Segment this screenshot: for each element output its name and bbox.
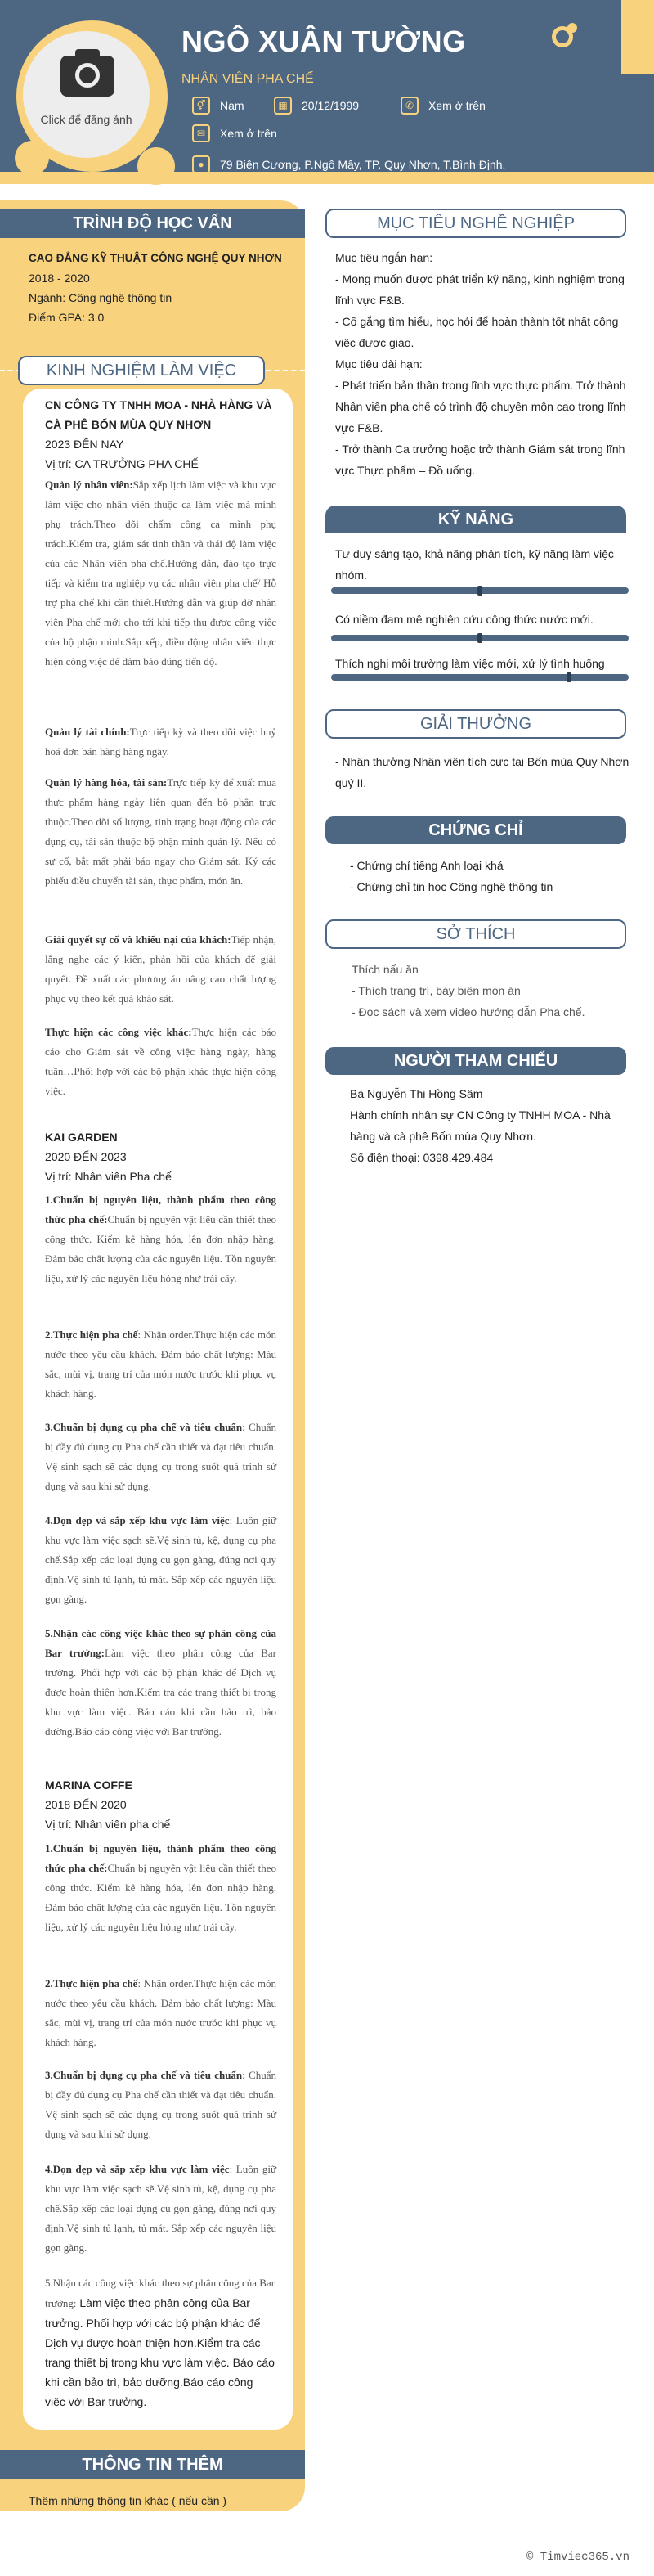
references-title: NGƯỜI THAM CHIẾU [325, 1047, 626, 1075]
job1-duty-complaints: Giải quyết sự cố và khiếu nại của khách:Tiếp nhận, lắng nghe các ý kiến, phản hồi của khách để giải quyết. Đề xuất các phương án nâng cao chất lượng phục vụ theo kết quả khảo sát. [45, 933, 276, 1005]
skill-label: Có niềm đam mê nghiên cứu công thức nước mới. [335, 613, 594, 626]
job2-position: Vị trí: Nhân viên Pha chế [45, 1170, 172, 1183]
email-value: Xem ở trên [220, 127, 277, 140]
job3-duty-1: 1.Chuẩn bị nguyên liệu, thành phẩm theo công thức pha chế:Chuẩn bị nguyên vật liệu cần thiết theo công thức. Kiểm kê hàng hóa, lên đơn nhập hàng. Đảm bảo chất lượng của các nguyên liệu. Tồn nguyên liệu, xử lý các nguyên liệu hỏng như trái cây. [45, 1842, 276, 1933]
certificates-list [350, 855, 644, 897]
job1-duty-assets: Quản lý hàng hóa, tài sản:Trực tiếp kỳ để xuất mua thực phẩm hàng ngày liên quan đến bộ phận trực thuộc.Theo dõi số lượng, tình trạng hoạt động của các dụng cụ, tài sản thuộc bộ phận mình quản lý. Nếu có sự cố, bắt mất phải báo ngay cho Giám sát. Ký các phiếu điều chuyển tài sản, thực phẩm, món ăn. [45, 776, 277, 887]
header-yellow-block [621, 0, 654, 74]
hobby-item: - Thích trang trí, bày biện món ăn [352, 984, 521, 997]
deco-circle-right [137, 147, 175, 185]
job3-duty-3: 3.Chuẩn bị dụng cụ pha chế và tiêu chuẩn: Chuẩn bị đầy đủ dụng cụ Pha chế cần thiết và đạt tiêu chuẩn. Vệ sinh sạch sẽ các dụng cụ trong suốt quá trình sử dụng và sau khi sử dụng. [45, 2069, 276, 2140]
mail-icon: ✉ [192, 124, 210, 142]
dob-value: 20/12/1999 [302, 99, 360, 112]
avatar-caption: Click để đăng ảnh [40, 113, 132, 126]
more-info-text: Thêm những thông tin khác ( nếu cần ) [29, 2494, 227, 2507]
skills-title: KỸ NĂNG [325, 506, 626, 533]
education-major: Ngành: Công nghệ thông tin [29, 291, 172, 304]
deco-circle-small [567, 23, 577, 33]
certificate-item: - Chứng chỉ tin học Công nghệ thông tin [350, 880, 553, 893]
objective-line: vực Thực phẩm – Đồ uống. [335, 464, 476, 477]
job2-duty-4: 4.Dọn dẹp và sắp xếp khu vực làm việc: Luôn giữ khu vực làm việc sạch sẽ.Vệ sinh tủ, kệ, dụng cụ pha chế.Sắp xếp các loại dụng cụ gọn gàng, đúng nơi quy định.Vệ sinh tủ lạnh, tủ mát. Sắp xếp các nguyên liệu gọn gàng. [45, 1514, 276, 1605]
job2-duty-5: 5.Nhận các công việc khác theo sự phân công của Bar trưởng:Làm việc theo phân công của Bar trưởng. Phối hợp với các bộ phận khác để Dịch vụ được hoàn thiện hơn.Kiểm tra các trang thiết bị trong khu vực làm việc. Báo cáo khi cần bảo trì, bảo dưỡng.Báo cáo công việc với Bar trưởng. [45, 1627, 276, 1738]
reference-phone: Số điện thoại: 0398.429.484 [350, 1151, 494, 1164]
gender-row [192, 97, 244, 115]
objective-text [335, 247, 629, 481]
calendar-icon: ▦ [274, 97, 292, 115]
avatar[interactable] [23, 31, 150, 158]
email-row [192, 124, 277, 142]
objective-line: vực F&B. [335, 421, 383, 434]
job3-duty-5: 5.Nhận các công việc khác theo sự phân công của Bar trưởng: Làm việc theo phân công của Bar trưởng. Phối hợp với các bộ phận khác để Dịch vụ được hoàn thiện hơn.Kiểm tra các trang thiết bị trong khu vực làm việc. Báo cáo khi cần bảo trì, bảo dưỡng.Báo cáo công việc với Bar trưởng. [45, 2277, 275, 2408]
phone-value: Xem ở trên [428, 99, 486, 112]
job1-position: Vị trí: CA TRƯỞNG PHA CHẾ [45, 457, 199, 470]
skill-bar [331, 674, 629, 681]
experience-title: KINH NGHIỆM LÀM VIỆC [18, 356, 265, 385]
job3-duty-2: 2.Thực hiện pha chế: Nhận order.Thực hiện các món nước theo yêu cầu khách. Đảm bảo chất lượng: Màu sắc, mùi vị, trang trí của món nước trước khi phục vụ khách hàng. [45, 1977, 276, 2048]
job1-duty-staff: Quản lý nhân viên:Sắp xếp lịch làm việc và khu vực làm việc cho nhân viên thuộc ca làm việc mà mình phụ trách.Theo dõi chấm công ca mình phụ trách.Kiểm tra, giám sát tinh thần và thái độ làm việc của các Nhân viên pha chế.Hướng dẫn, đào tạo trực tiếp và kiểm tra nghiệp vụ các nhân viên pha chế/ Hỗ trợ pha chế khi cần thiết.Hướng dẫn và giúp đỡ nhân viên Pha chế mới cho tới khi tiếp thu được công việc của bộ phận mình.Sắp xếp, điều động nhân viên thực hiện công việc để đảm bảo đúng tiến độ. [45, 479, 276, 668]
job3-position: Vị trí: Nhân viên pha chế [45, 1818, 171, 1831]
job2-period: 2020 ĐẾN 2023 [45, 1150, 127, 1163]
objective-line: - Phát triển bản thân trong lĩnh vực thực phẩm. Trở thành [335, 379, 626, 392]
skill-bar [331, 587, 629, 594]
job1-duty-finance: Quản lý tài chính:Trực tiếp kỳ và theo dõi việc huỷ hoá đơn bán hàng hàng ngày. [45, 726, 276, 758]
user-icon: ● [192, 155, 210, 173]
candidate-role: NHÂN VIÊN PHA CHẾ [181, 72, 314, 86]
camera-icon [60, 56, 114, 97]
objective-line: việc được giao. [335, 336, 414, 349]
skill-bar [331, 635, 629, 641]
candidate-name: NGÔ XUÂN TƯỜNG [181, 25, 466, 58]
job1-company-line2: CÀ PHÊ BỐN MÙA QUY NHƠN [45, 418, 212, 431]
education-title: TRÌNH ĐỘ HỌC VẤN [0, 209, 305, 238]
address-row [192, 155, 505, 173]
objective-line: - Mong muốn được phát triển kỹ năng, kinh nghiệm trong [335, 272, 625, 285]
job1-period: 2023 ĐẾN NAY [45, 438, 124, 451]
references-text [350, 1083, 632, 1168]
more-info-title: THÔNG TIN THÊM [0, 2450, 305, 2479]
job2-duty-2: 2.Thực hiện pha chế: Nhận order.Thực hiện các món nước theo yêu cầu khách. Đảm bảo chất lượng: Màu sắc, mùi vị, trang trí của món nước trước khi phục vụ khách hàng. [45, 1328, 276, 1400]
objective-line: Mục tiêu ngắn hạn: [335, 251, 433, 264]
awards-title: GIẢI THƯỞNG [325, 709, 626, 739]
hobby-item: - Đọc sách và xem video hướng dẫn Pha chế. [352, 1005, 585, 1018]
divider-right [266, 370, 305, 371]
skill-label: Thích nghi môi trường làm việc mới, xử lý tình huống [335, 657, 605, 670]
gender-value: Nam [220, 99, 244, 112]
footer-watermark: © Timviec365.vn [526, 2551, 629, 2564]
reference-org: Hành chính nhân sự CN Công ty TNHH MOA - Nhà [350, 1108, 611, 1122]
job3-company: MARINA COFFE [45, 1778, 132, 1792]
skill-label: Tư duy sáng tạo, khả năng phân tích, kỹ năng làm việc nhóm. [335, 547, 614, 582]
objective-line: - Trở thành Ca trưởng hoặc trở thành Giám sát trong lĩnh [335, 443, 625, 456]
certificates-title: CHỨNG CHỈ [325, 816, 626, 844]
objective-title: MỤC TIÊU NGHỀ NGHIỆP [325, 209, 626, 238]
skill-level-marker [477, 586, 482, 596]
header-stripe [0, 172, 654, 184]
skill-level-marker [567, 672, 571, 682]
job2-company: KAI GARDEN [45, 1131, 118, 1144]
gender-icon: ⚥ [192, 97, 210, 115]
reference-org: hàng và cà phê Bốn mùa Quy Nhơn. [350, 1130, 536, 1143]
certificate-item: - Chứng chỉ tiếng Anh loại khá [350, 859, 504, 872]
education-school: CAO ĐẲNG KỸ THUẬT CÔNG NGHỆ QUY NHƠN [29, 252, 282, 264]
education-years: 2018 - 2020 [29, 272, 90, 285]
awards-text: - Nhân thưởng Nhân viên tích cực tại Bốn mùa Quy Nhơn quý II. [335, 755, 629, 789]
job2-duty-3: 3.Chuẩn bị dụng cụ pha chế và tiêu chuẩn: Chuẩn bị đầy đủ dụng cụ Pha chế cần thiết và đạt tiêu chuẩn. Vệ sinh sạch sẽ các dụng cụ trong suốt quá trình sử dụng và sau khi sử dụng. [45, 1421, 276, 1492]
objective-line: - Cố gắng tìm hiểu, học hỏi để hoàn thành tốt nhất công [335, 315, 619, 328]
job3-period: 2018 ĐẾN 2020 [45, 1798, 127, 1811]
objective-line: lĩnh vực F&B. [335, 294, 405, 307]
phone-row [401, 97, 486, 115]
hobbies-list [352, 959, 646, 1023]
hobbies-title: SỞ THÍCH [325, 919, 626, 949]
dob-row [274, 97, 359, 115]
job1-company-line1: CN CÔNG TY TNHH MOA - NHÀ HÀNG VÀ [45, 398, 272, 411]
job1-duty-other: Thực hiện các công việc khác:Thực hiện các báo cáo cho Giám sát về công việc hàng ngày, hàng tuần…Phối hợp với các bộ phận khác thực hiện công việc. [45, 1026, 276, 1097]
address-value: 79 Biên Cương, P.Ngô Mây, TP. Quy Nhơn, T.Bình Định. [220, 158, 506, 171]
objective-line: Nhân viên pha chế có trình độ chuyên môn cao trong lĩnh [335, 400, 626, 413]
education-gpa: Điểm GPA: 3.0 [29, 311, 105, 324]
skill-level-marker [477, 633, 482, 643]
reference-name: Bà Nguyễn Thị Hồng Sâm [350, 1087, 483, 1100]
job2-duty-1: 1.Chuẩn bị nguyên liệu, thành phẩm theo công thức pha chế:Chuẩn bị nguyên vật liệu cần thiết theo công thức. Kiểm kê hàng hóa, lên đơn nhập hàng. Đảm bảo chất lượng của các nguyên liệu. Tồn nguyên liệu, xử lý các nguyên liệu hỏng như trái cây. [45, 1194, 276, 1284]
hobby-item: Thích nấu ăn [352, 963, 419, 976]
phone-icon: ✆ [401, 97, 419, 115]
objective-line: Mục tiêu dài hạn: [335, 357, 423, 371]
job3-duty-4: 4.Dọn dẹp và sắp xếp khu vực làm việc: Luôn giữ khu vực làm việc sạch sẽ.Vệ sinh tủ, kệ, dụng cụ pha chế.Sắp xếp các loại dụng cụ gọn gàng, đúng nơi quy định.Vệ sinh tủ lạnh, tủ mát. Sắp xếp các nguyên liệu gọn gàng. [45, 2163, 276, 2254]
